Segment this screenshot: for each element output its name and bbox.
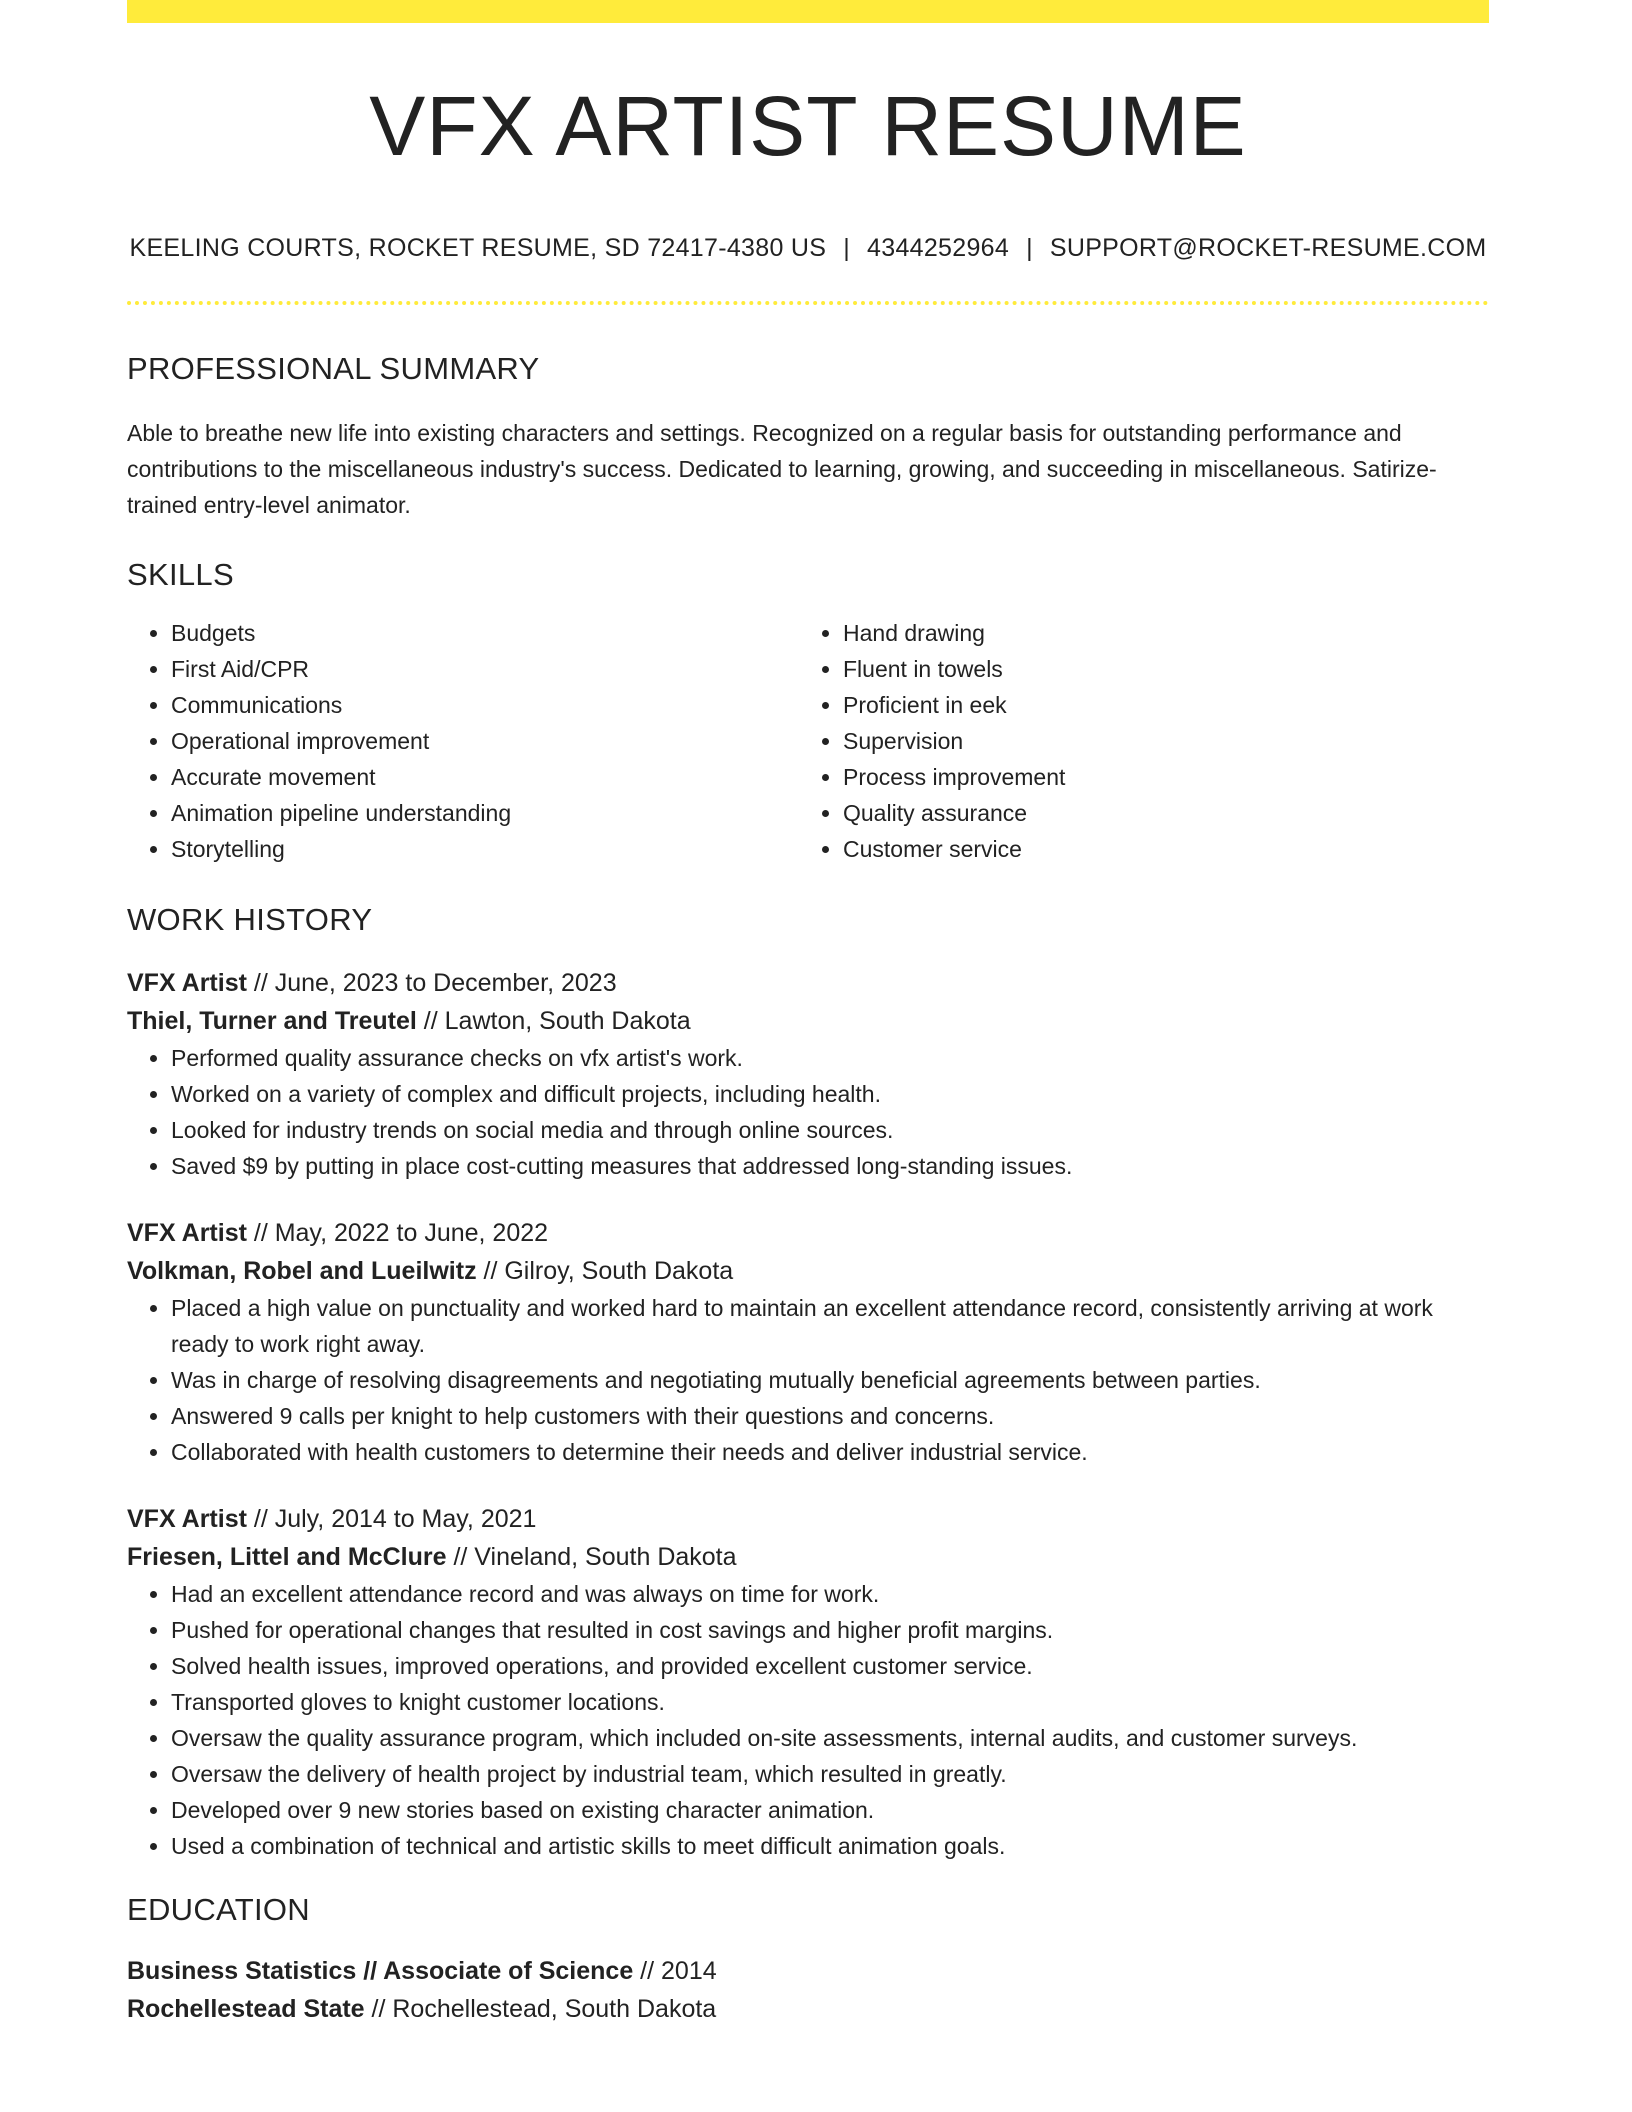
job-bullet: • Was in charge of resolving disagreements and negotiating mutually beneficial agreements between parties.: [171, 1362, 1489, 1398]
education-year: // 2014: [633, 1957, 717, 1985]
summary-text: Able to breathe new life into existing characters and settings. Recognized on a regular basis for outstanding performance and contributions to the miscellaneous industry's success. Dedicated to learning, growing, and succeeding in miscellaneous. Satirize-trained entry-level animator.: [127, 420, 1437, 518]
job-company-line: [127, 1252, 1489, 1290]
job-dates: // July, 2014 to May, 2021: [246, 1505, 537, 1533]
job-dates: // June, 2023 to December, 2023: [246, 969, 617, 997]
job-title-line: [127, 1500, 1489, 1538]
skill-item: • Quality assurance: [843, 795, 1471, 831]
job-location: // Vineland, South Dakota: [446, 1543, 737, 1571]
job-bullet: • Transported gloves to knight customer locations.: [171, 1684, 1489, 1720]
job-bullet: • Collaborated with health customers to determine their needs and deliver industrial service.: [171, 1434, 1489, 1470]
summary-section: [127, 351, 1489, 523]
skill-item: • Hand drawing: [843, 615, 1471, 651]
job-entry: [127, 1214, 1489, 1470]
contact-email: SUPPORT@ROCKET-RESUME.COM: [1049, 234, 1487, 262]
job-title: VFX Artist: [127, 969, 247, 997]
education-degree: Business Statistics // Associate of Science: [127, 1957, 634, 1985]
job-dates: // May, 2022 to June, 2022: [246, 1219, 549, 1247]
skill-item: • Proficient in eek: [843, 687, 1471, 723]
education-degree-line: [127, 1952, 1489, 1990]
skill-item: • First Aid/CPR: [171, 651, 799, 687]
education-section: [127, 1892, 1489, 2028]
job-bullets: [127, 1290, 1489, 1470]
job-location: // Lawton, South Dakota: [416, 1007, 691, 1035]
job-title-line: [127, 964, 1489, 1002]
skills-column-left: [127, 615, 799, 867]
skill-item: • Fluent in towels: [843, 651, 1471, 687]
job-bullet: • Used a combination of technical and artistic skills to meet difficult animation goals.: [171, 1828, 1489, 1864]
job-bullets: [127, 1040, 1489, 1184]
contact-line: [127, 234, 1489, 263]
education-location: // Rochellestead, South Dakota: [364, 1995, 717, 2023]
contact-address: KEELING COURTS, ROCKET RESUME, SD 72417-4380 US: [129, 234, 827, 262]
job-company-line: [127, 1002, 1489, 1040]
contact-separator: |: [1026, 234, 1033, 262]
skill-item: • Budgets: [171, 615, 799, 651]
education-school: Rochellestead State: [127, 1995, 365, 2023]
skill-item: • Accurate movement: [171, 759, 799, 795]
education-heading: EDUCATION: [127, 1892, 310, 1927]
work-history-heading: WORK HISTORY: [127, 902, 373, 937]
skill-item: • Operational improvement: [171, 723, 799, 759]
contact-phone: 4344252964: [867, 234, 1010, 262]
job-bullet: • Looked for industry trends on social media and through online sources.: [171, 1112, 1489, 1148]
job-title: VFX Artist: [127, 1219, 247, 1247]
contact-separator: |: [843, 234, 851, 262]
skill-item: • Process improvement: [843, 759, 1471, 795]
job-bullet: • Had an excellent attendance record and was always on time for work.: [171, 1576, 1489, 1612]
skills-heading: SKILLS: [127, 557, 234, 592]
job-company-line: [127, 1538, 1489, 1576]
resume-title: VFX ARTIST RESUME: [369, 79, 1247, 173]
skills-section: [127, 557, 1489, 867]
job-bullet: • Performed quality assurance checks on vfx artist's work.: [171, 1040, 1489, 1076]
job-bullet: • Developed over 9 new stories based on existing character animation.: [171, 1792, 1489, 1828]
skill-item: • Communications: [171, 687, 799, 723]
job-bullet: • Oversaw the delivery of health project by industrial team, which resulted in greatly.: [171, 1756, 1489, 1792]
resume-page: [127, 0, 1489, 2028]
job-bullet: • Solved health issues, improved operations, and provided excellent customer service.: [171, 1648, 1489, 1684]
job-location: // Gilroy, South Dakota: [476, 1257, 734, 1285]
skills-list-left: [127, 615, 799, 867]
job-company: Friesen, Littel and McClure: [127, 1543, 447, 1571]
job-entry: [127, 1500, 1489, 1864]
skills-columns: [127, 615, 1489, 867]
work-history-section: [127, 902, 1489, 1864]
job-title-line: [127, 1214, 1489, 1252]
job-bullets: [127, 1576, 1489, 1864]
skill-item: • Animation pipeline understanding: [171, 795, 799, 831]
accent-top-bar: [127, 0, 1489, 23]
job-bullet: • Saved $9 by putting in place cost-cutting measures that addressed long-standing issues.: [171, 1148, 1489, 1184]
skill-item: • Customer service: [843, 831, 1471, 867]
job-bullet: • Worked on a variety of complex and difficult projects, including health.: [171, 1076, 1489, 1112]
job-bullet: • Placed a high value on punctuality and worked hard to maintain an excellent attendance record, consistently arriving at work ready to work right away.: [171, 1290, 1489, 1362]
job-bullet: • Pushed for operational changes that resulted in cost savings and higher profit margins.: [171, 1612, 1489, 1648]
skills-column-right: [799, 615, 1471, 867]
job-bullet: • Answered 9 calls per knight to help customers with their questions and concerns.: [171, 1398, 1489, 1434]
job-company: Thiel, Turner and Treutel: [127, 1007, 417, 1035]
skills-list-right: [799, 615, 1471, 867]
skill-item: • Storytelling: [171, 831, 799, 867]
job-bullet: • Oversaw the quality assurance program, which included on-site assessments, internal audits, and customer surveys.: [171, 1720, 1489, 1756]
education-entry: [127, 1952, 1489, 2028]
skill-item: • Supervision: [843, 723, 1471, 759]
job-title: VFX Artist: [127, 1505, 247, 1533]
job-entry: [127, 964, 1489, 1184]
education-school-line: [127, 1990, 1489, 2028]
summary-heading: PROFESSIONAL SUMMARY: [127, 351, 540, 386]
job-company: Volkman, Robel and Lueilwitz: [127, 1257, 477, 1285]
dotted-divider: [127, 301, 1489, 305]
